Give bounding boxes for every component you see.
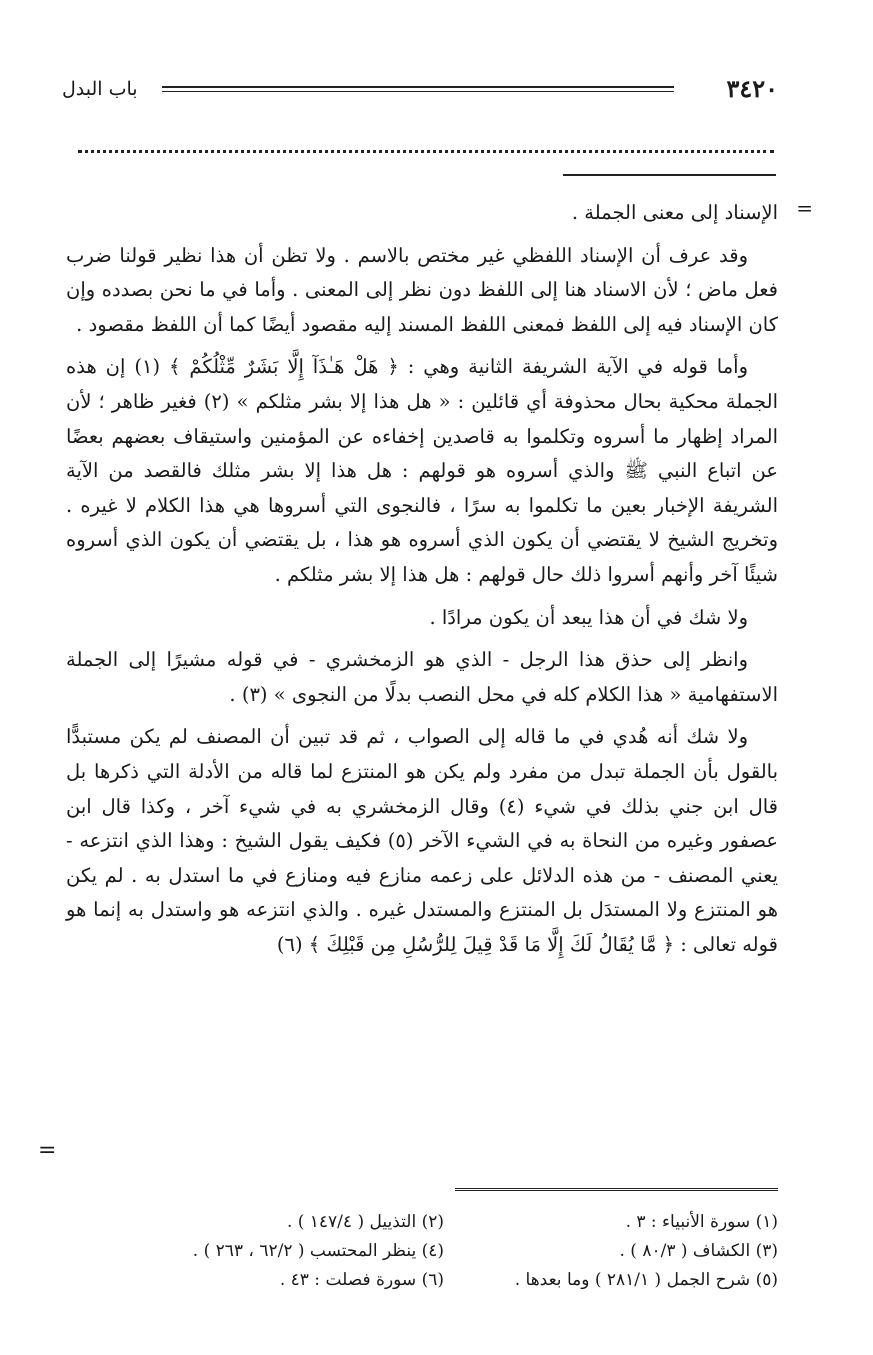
paragraph-6: ولا شك أنه هُدي في ما قاله إلى الصواب ، ثم قد تبين أن المصنف لم يكن مستبدًّا بالقول بأن الجملة تبدل من مفرد ولم يكن هو المنتزع لما قاله من الأدلة التي ذكرها بل قال ابن جني بذلك في شيء (٤) وقال الزمخشري به في شيء آخر ، وكذا قال ابن عصفور وغيره من النحاة به في الشيء الآخر (٥) فكيف يقول الشيخ : وهذا الذي انتزعه - يعني المصنف - من هذه الدلائل على زعمه منازع فيه ومنازع في ما استدل به . لم يكن هو المنتزع ولا المستدَل بل المنتزع والمستدل غيره . والذي انتزعه هو واستدل به إنما هو قوله تعالى : ﴿ مَّا يُقَالُ لَكَ إِلَّا مَا قَدْ قِيلَ لِلرُّسُلِ مِن قَبْلِكَ ﴾ (٦) (66, 725, 779, 956)
footnote-3: (٣) الكشاف ( ٨٠/٣ ) . (619, 1241, 778, 1261)
page-header (62, 72, 778, 106)
paragraph-2: وقد عرف أن الإسناد اللفظي غير مختص بالاسم . ولا تظن أن هذا نظير قولنا ضرب فعل ماض ؛ لأن الاسناد هنا إلى اللفظ دون نظر إلى المعنى . وأما في ما نحن بصدده وإن كان الإسناد فيه إلى اللفظ فمعنى اللفظ المسند إليه مقصود أيضًا كما أن اللفظ مقصود . (66, 243, 778, 336)
footnote-6: (٦) سورة فصلت : ٤٣ . (279, 1270, 444, 1290)
footnote-4: (٤) ينظر المحتسب ( ٦٢/٢ ، ٢٦٣ ) . (192, 1241, 444, 1261)
short-rule (563, 174, 776, 176)
chapter-title: باب البدل (62, 78, 138, 100)
header-rule (162, 86, 674, 92)
paragraph-4: ولا شك في أن هذا يبعد أن يكون مرادًا . (429, 605, 748, 629)
footnote-2: (٢) التذييل ( ١٤٧/٤ ) . (286, 1212, 444, 1232)
footnote-row (110, 1266, 778, 1295)
paragraph-1: الإسناد إلى معنى الجملة . (571, 201, 778, 224)
footnote-row (110, 1208, 778, 1237)
footnote-1: (١) سورة الأنبياء : ٣ . (625, 1212, 778, 1232)
footnotes (110, 1208, 778, 1295)
continuation-end-mark: = (38, 1138, 57, 1163)
continuation-start-mark: = (796, 196, 813, 220)
dotted-separator (78, 150, 774, 153)
paragraph-3: وأما قوله في الآية الشريفة الثانية وهي : ﴿ هَلْ هَـٰذَآ إِلَّا بَشَرٌ مِّثْلُكُمْ ﴾ (١) إن هذه الجملة محكية بحال محذوفة أي قائلين : « هل هذا إلا بشر مثلكم » (٢) فغير ظاهر ؛ لأن المراد إظهار ما أسروه وتكلموا به قاصدين إخفاءه عن المؤمنين واستيقاف بعضهم بعضًا عن اتباع النبي ﷺ والذي أسروه هو قولهم : هل هذا إلا بشر مثلك فالقصد من الآية الشريفة الإخبار بعين ما تكلموا به سرًا ، فالنجوى التي أسروها هي هذا الكلام لا غيره . وتخريج الشيخ لا يقتضي أن يكون الذي أسروه هو هذا ، بل يقتضي أن يكون الذي أسروه شيئًا آخر وأنهم أسروا ذلك حال قولهم : هل هذا إلا بشر مثلكم . (66, 355, 778, 586)
footnote-row (110, 1237, 778, 1266)
paragraph-5: وانظر إلى حذق هذا الرجل - الذي هو الزمخشري - في قوله مشيرًا إلى الجملة الاستفهامية « هذا الكلام كله في محل النصب بدلًا من النجوى » (٣) . (66, 648, 778, 706)
body-text (66, 196, 778, 970)
page-number: ٣٤٢٠ (726, 74, 778, 103)
footnote-5: (٥) شرح الجمل ( ٢٨١/١ ) وما بعدها . (514, 1270, 778, 1290)
footnote-separator (455, 1188, 778, 1195)
